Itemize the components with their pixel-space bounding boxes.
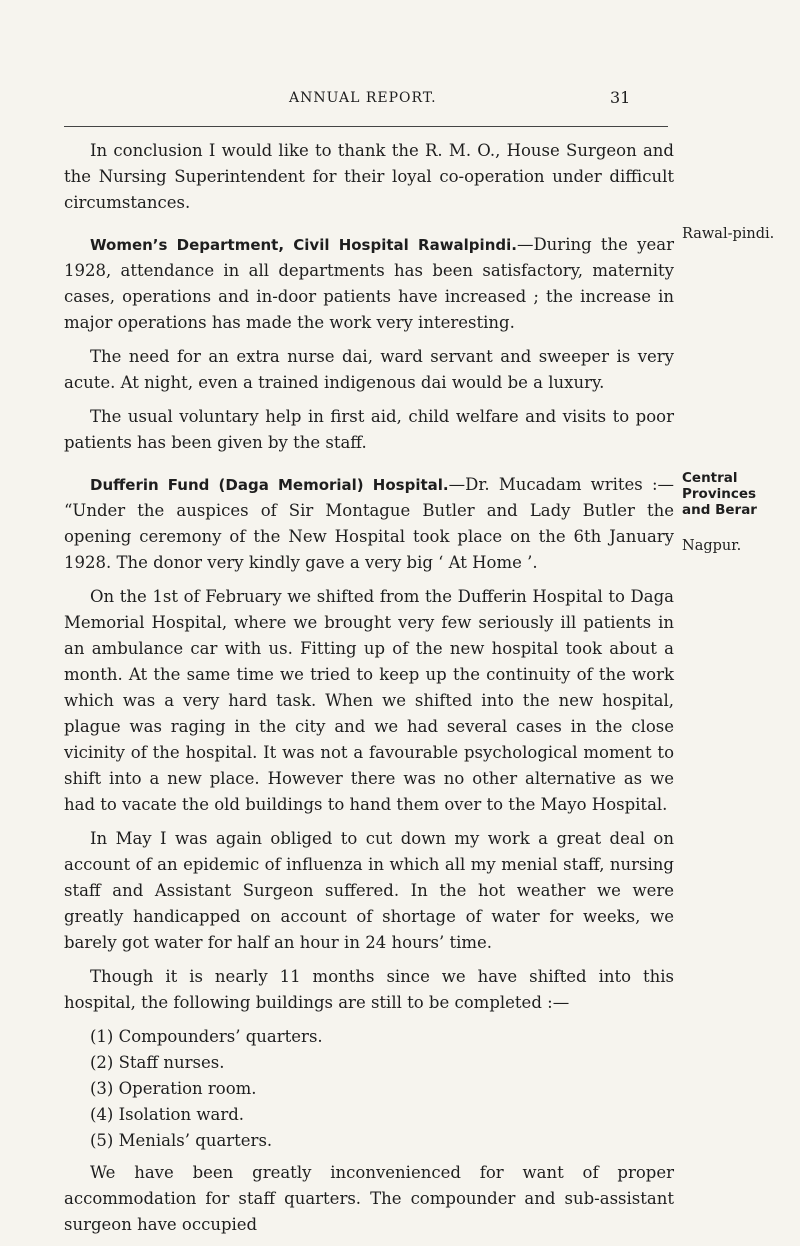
list-item: (2) Staff nurses. <box>90 1053 225 1072</box>
womens-department-paragraph <box>64 232 674 336</box>
sidenote-central-provinces: Central Provinces and Berar <box>682 470 757 518</box>
dufferin-paragraph-5: We have been greatly inconvenienced for want of proper accommodation for staff quarters. The compounder and sub-assistant surgeon have occupied <box>64 1163 674 1234</box>
list-item: (3) Operation room. <box>90 1079 257 1098</box>
list-item: (4) Isolation ward. <box>90 1105 245 1124</box>
dufferin-paragraph-4: Though it is nearly 11 months since we have shifted into this hospital, the following buildings are still to be completed :— <box>64 967 674 1012</box>
running-title: ANNUAL REPORT. <box>289 90 437 106</box>
list-item: (5) Menials’ quarters. <box>90 1131 273 1150</box>
womens-department-text: —During the year 1928, attendance in all departments has been satisfactory, maternity cases, operations and in-door patients have increased ; the increase in major operations has made the work very interesting. <box>64 235 674 332</box>
page-number: 31 <box>610 88 631 107</box>
main-text <box>64 138 674 1246</box>
womens-department-heading: Women’s Department, Civil Hospital Rawalpindi. <box>90 236 517 254</box>
intro-paragraph: In conclusion I would like to thank the R. M. O., House Surgeon and the Nursing Superintendent for their loyal co-operation under difficult circumstances. <box>64 141 674 212</box>
sidenote-rawalpindi: Rawal-pindi. <box>682 226 775 242</box>
dufferin-paragraph <box>64 472 674 576</box>
dufferin-text: —Dr. Mucadam writes :— “Under the auspices of Sir Montague Butler and Lady Butler the opening ceremony of the New Hospital took place on the 6th January 1928. The donor very kindly gave a very big ‘ At Home ’. <box>64 475 674 572</box>
womens-department-paragraph-3: The usual voluntary help in first aid, child welfare and visits to poor patients has been given by the staff. <box>64 407 674 452</box>
list-item: (1) Compounders’ quarters. <box>90 1027 323 1046</box>
buildings-list <box>64 1024 674 1154</box>
dufferin-paragraph-3: In May I was again obliged to cut down my work a great deal on account of an epidemic of influenza in which all my menial staff, nursing staff and Assistant Surgeon suffered. In the hot weather we were greatly handicapped on account of shortage of water for weeks, we barely got water for half an hour in 24 hours’ time. <box>64 829 674 952</box>
dufferin-paragraph-2: On the 1st of February we shifted from the Dufferin Hospital to Daga Memorial Hospital, where we brought very few seriously ill patients in an ambulance car with us. Fitting up of the new hospital took about a month. At the same time we tried to keep up the continuity of the work which was a very hard task. When we shifted into the new hospital, plague was raging in the city and we had several cases in the close vicinity of the hospital. It was not a favourable psychological moment to shift into a new place. However there was no other alternative as we had to vacate the old buildings to hand them over to the Mayo Hospital. <box>64 587 674 814</box>
header-rule <box>64 126 668 127</box>
womens-department-paragraph-2: The need for an extra nurse dai, ward servant and sweeper is very acute. At night, even a trained indigenous dai would be a luxury. <box>64 347 674 392</box>
dufferin-heading: Dufferin Fund (Daga Memorial) Hospital. <box>90 476 449 494</box>
page-header <box>0 88 800 118</box>
sidenote-nagpur: Nagpur. <box>682 538 742 554</box>
